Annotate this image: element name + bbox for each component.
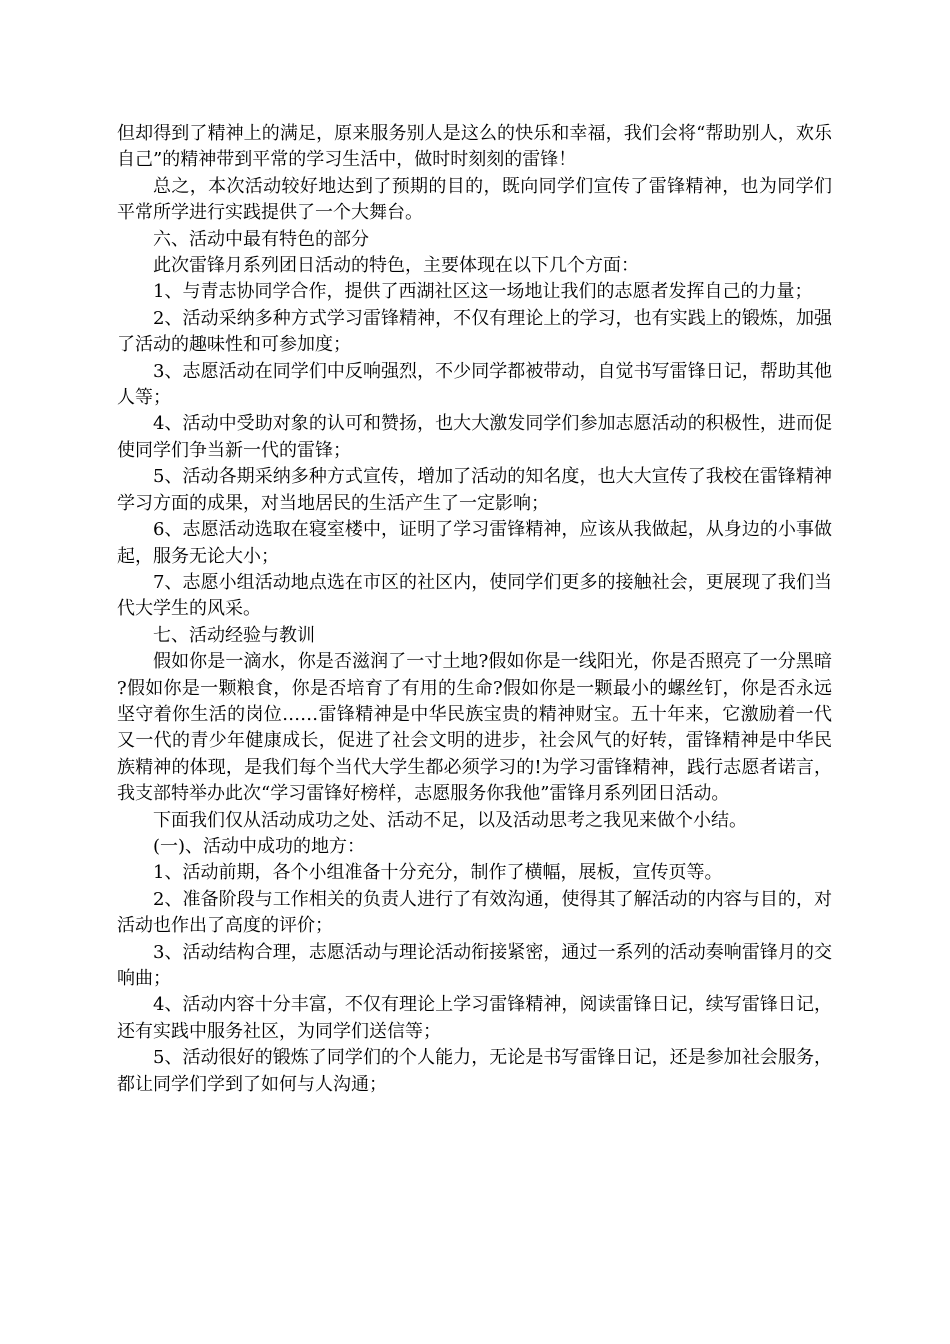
list-item: 5、活动各期采纳多种方式宣传，增加了活动的知名度，也大大宣传了我校在雷锋精神学习方面的成果，对当地居民的生活产生了一定影响； xyxy=(117,466,832,514)
document-page xyxy=(117,121,832,1098)
paragraph: 此次雷锋月系列团日活动的特色，主要体现在以下几个方面： xyxy=(153,255,639,277)
paragraph: 下面我们仅从活动成功之处、活动不足，以及活动思考之我见来做个小结。 xyxy=(153,809,747,831)
list-item: 1、与青志协同学合作，提供了西湖社区这一场地让我们的志愿者发挥自己的力量； xyxy=(153,281,813,303)
subsection-heading: (一)、活动中成功的地方： xyxy=(153,835,366,857)
list-item: 7、志愿小组活动地点选在市区的社区内，使同学们更多的接触社会，更展现了我们当代大学生的风采。 xyxy=(117,571,832,620)
list-item: 4、活动中受助对象的认可和赞扬，也大大激发同学们参加志愿活动的积极性，进而促使同学们争当新一代的雷锋； xyxy=(117,413,832,461)
list-item: 4、活动内容十分丰富，不仅有理论上学习雷锋精神，阅读雷锋日记，续写雷锋日记，还有实践中服务社区，为同学们送信等； xyxy=(117,994,832,1042)
list-item: 5、活动很好的锻炼了同学们的个人能力，无论是书写雷锋日记，还是参加社会服务，都让同学们学到了如何与人沟通； xyxy=(117,1047,832,1095)
list-item: 1、活动前期，各个小组准备十分充分，制作了横幅，展板，宣传页等。 xyxy=(153,862,723,884)
paragraph: 但却得到了精神上的满足，原来服务别人是这么的快乐和幸福，我们会将“帮助别人，欢乐自己”的精神带到平常的学习生活中，做时时刻刻的雷锋！ xyxy=(117,123,832,171)
section-heading: 六、活动中最有特色的部分 xyxy=(153,228,369,250)
list-item: 2、活动采纳多种方式学习雷锋精神，不仅有理论上的学习，也有实践上的锻炼，加强了活动的趣味性和可参加度； xyxy=(117,307,832,356)
list-item: 6、志愿活动选取在寝室楼中，证明了学习雷锋精神，应该从我做起，从身边的小事做起，服务无论大小； xyxy=(117,519,832,567)
list-item: 3、志愿活动在同学们中反响强烈，不少同学都被带动，自觉书写雷锋日记，帮助其他人等； xyxy=(117,360,832,409)
paragraph: 假如你是一滴水，你是否滋润了一寸土地?假如你是一线阳光，你是否照亮了一分黑暗?假如你是一颗粮食，你是否培育了有用的生命?假如你是一颗最小的螺丝钉，你是否永远坚守着你生活的岗位……雷锋精神是中华民族宝贵的精神财宝。五十年来，它激励着一代又一代的青少年健康成长，促进了社会文明的进步，社会风气的好转，雷锋精神是中华民族精神的体现，是我们每个当代大学生都必须学习的!为学习雷锋精神，践行志愿者诺言，我支部特举办此次“学习雷锋好榜样，志愿服务你我他”雷锋月系列团日活动。 xyxy=(117,651,832,805)
paragraph: 总之，本次活动较好地达到了预期的目的，既向同学们宣传了雷锋精神，也为同学们平常所学进行实践提供了一个大舞台。 xyxy=(117,175,832,224)
list-item: 2、准备阶段与工作相关的负责人进行了有效沟通，使得其了解活动的内容与目的，对活动也作出了高度的评价； xyxy=(117,888,832,937)
section-heading: 七、活动经验与教训 xyxy=(153,624,315,646)
list-item: 3、活动结构合理，志愿活动与理论活动衔接紧密，通过一系列的活动奏响雷锋月的交响曲； xyxy=(117,941,832,989)
